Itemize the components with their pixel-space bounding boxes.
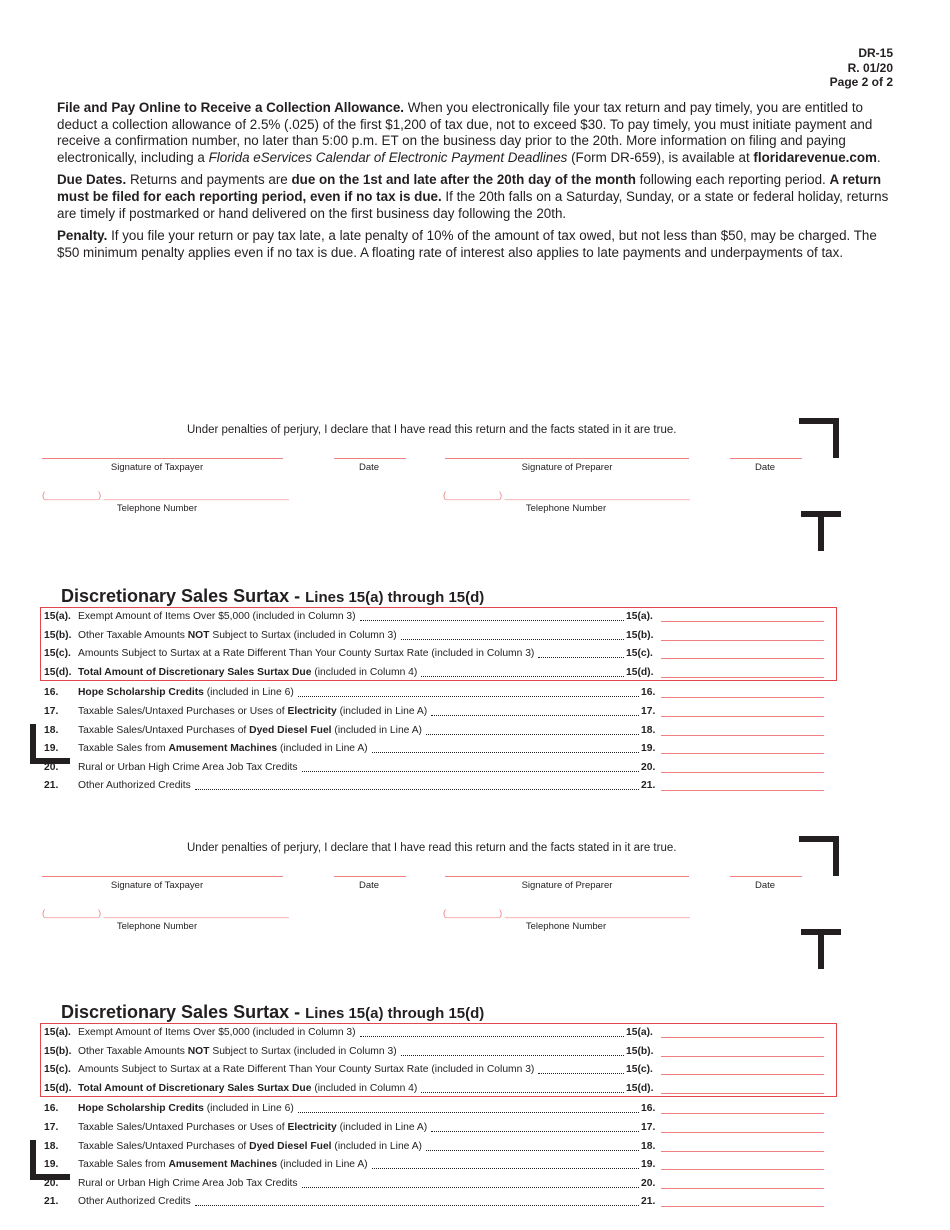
line-reference: 20. xyxy=(641,761,656,773)
line-number: 15(b). xyxy=(44,1045,72,1057)
amount-field[interactable] xyxy=(661,1037,824,1038)
line-reference: 16. xyxy=(641,687,656,699)
due-dates-paragraph: Due Dates. Returns and payments are due on the 1st and late after the 20th day of the month following each reporting period. A return must be filed for each reporting period, even if no tax is due. If the 20th falls on a Saturday, Sunday, or a state or federal holiday, returns are timely if postmarked or hand delivered on the first business day following the 20th. xyxy=(57,172,889,221)
preparer-date-label: Date xyxy=(754,462,776,473)
signature-section-1 xyxy=(0,424,950,574)
registration-mark-corner xyxy=(799,418,839,458)
registration-mark-corner xyxy=(799,836,839,876)
line-number: 15(a). xyxy=(44,1027,71,1038)
taxpayer-date-label: Date xyxy=(358,462,380,473)
line-reference: 19. xyxy=(641,1159,656,1171)
line-15d xyxy=(44,665,824,681)
line-reference: 17. xyxy=(641,1122,656,1133)
collection-allowance-paragraph: File and Pay Online to Receive a Collection Allowance. When you electronically file your tax return and pay timely, you are entitled to deduct a collection allowance of 2.5% (.025) of the first $1,200 of tax due, not to exceed $30. To pay timely, you must initiate payment and receive a confirmation number, no later than 5:00 p.m. ET on the business day prior to the 20th. More information on filing and paying electronically, including a Florida eServices Calendar of Electronic Payment Deadlines (Form DR-659), is available at floridarevenue.com. xyxy=(57,100,881,165)
line-15c xyxy=(44,646,824,662)
line-reference: 15(b). xyxy=(626,629,654,641)
dot-leader xyxy=(302,1187,639,1188)
dot-leader xyxy=(538,657,624,658)
line-description: Amounts Subject to Surtax at a Rate Different Than Your County Surtax Rate (included in Column 3) xyxy=(78,648,535,660)
line-reference: 21. xyxy=(641,780,656,792)
line-number: 16. xyxy=(44,687,59,699)
line-description: Rural or Urban High Crime Area Job Tax Credits xyxy=(78,761,298,773)
amount-field[interactable] xyxy=(661,1132,824,1133)
line-reference: 15(a). xyxy=(626,611,653,622)
taxpayer-signature-label: Signature of Taxpayer xyxy=(110,462,204,473)
registration-mark-l xyxy=(30,724,70,764)
dot-leader xyxy=(298,1112,639,1113)
amount-field[interactable] xyxy=(661,1206,824,1207)
perjury-declaration: Under penalties of perjury, I declare that I have read this return and the facts stated in it are true. xyxy=(187,842,677,854)
line-15a xyxy=(44,1025,824,1041)
line-20 xyxy=(44,1176,824,1192)
dot-leader xyxy=(195,789,639,790)
amount-field[interactable] xyxy=(661,716,824,717)
line-17 xyxy=(44,1120,824,1136)
amount-field[interactable] xyxy=(661,1169,824,1170)
line-reference: 15(c). xyxy=(626,1064,653,1076)
instructions xyxy=(57,100,897,267)
line-description: Other Authorized Credits xyxy=(78,780,191,792)
amount-field[interactable] xyxy=(661,658,824,659)
line-description: Taxable Sales/Untaxed Purchases or Uses of Electricity (included in Line A) xyxy=(78,1122,428,1133)
line-reference: 15(d). xyxy=(626,1082,654,1094)
line-description: Other Authorized Credits xyxy=(78,1196,191,1208)
form-number: DR-15 xyxy=(858,46,893,60)
page-indicator: Page 2 of 2 xyxy=(829,75,893,89)
line-17 xyxy=(44,704,824,720)
penalty-paragraph: Penalty. If you file your return or pay tax late, a late penalty of 10% of the amount of tax owed, but not less than $50, may be charged. The $50 minimum penalty applies even if no tax is due. A floating rate of interest also applies to late payments and underpayments of tax. xyxy=(57,228,877,260)
line-15b xyxy=(44,1044,824,1060)
line-number: 17. xyxy=(44,706,59,717)
line-21 xyxy=(44,778,824,794)
preparer-telephone-label: Telephone Number xyxy=(525,503,607,514)
taxpayer-date-label: Date xyxy=(358,880,380,891)
line-description: Taxable Sales/Untaxed Purchases or Uses of Electricity (included in Line A) xyxy=(78,706,428,717)
line-reference: 19. xyxy=(641,743,656,755)
form-revision: R. 01/20 xyxy=(847,60,893,75)
line-description: Taxable Sales from Amusement Machines (included in Line A) xyxy=(78,1159,368,1171)
taxpayer-telephone-field[interactable]: (__________) ___________________________________ xyxy=(42,908,289,919)
line-description: Exempt Amount of Items Over $5,000 (included in Column 3) xyxy=(78,1027,356,1038)
dot-leader xyxy=(360,1036,624,1037)
line-16 xyxy=(44,685,824,701)
taxpayer-signature-field[interactable] xyxy=(42,876,283,877)
dot-leader xyxy=(538,1073,624,1074)
taxpayer-signature-field[interactable] xyxy=(42,458,283,459)
perjury-declaration: Under penalties of perjury, I declare that I have read this return and the facts stated in it are true. xyxy=(187,424,677,436)
dot-leader xyxy=(298,696,639,697)
line-reference: 20. xyxy=(641,1177,656,1189)
line-20 xyxy=(44,760,824,776)
dot-leader xyxy=(372,1168,639,1169)
amount-field[interactable] xyxy=(661,1074,824,1075)
preparer-telephone-field[interactable]: (__________) ___________________________________ xyxy=(443,908,690,919)
line-number: 15(a). xyxy=(44,611,71,622)
registration-mark-l xyxy=(30,1140,70,1180)
surtax-section-title: Discretionary Sales Surtax - Lines 15(a) through 15(d) xyxy=(61,1002,485,1022)
dot-leader xyxy=(302,771,639,772)
line-number: 15(d). xyxy=(44,1082,72,1094)
taxpayer-telephone-field[interactable]: (__________) ___________________________________ xyxy=(42,490,289,501)
line-19 xyxy=(44,741,824,757)
preparer-signature-field[interactable] xyxy=(445,458,689,459)
line-15a xyxy=(44,609,824,625)
line-description: Hope Scholarship Credits (included in Line 6) xyxy=(78,1103,294,1115)
line-21 xyxy=(44,1194,824,1210)
line-number: 20. xyxy=(44,761,59,773)
line-description: Rural or Urban High Crime Area Job Tax Credits xyxy=(78,1177,298,1189)
dot-leader xyxy=(426,1150,639,1151)
line-reference: 21. xyxy=(641,1196,656,1208)
taxpayer-date-field[interactable] xyxy=(334,876,406,877)
surtax-section-2 xyxy=(0,1002,950,1208)
line-15c xyxy=(44,1062,824,1078)
amount-field[interactable] xyxy=(661,1056,824,1057)
line-number: 15(d). xyxy=(44,666,72,678)
dot-leader xyxy=(431,715,639,716)
amount-field[interactable] xyxy=(661,790,824,791)
amount-field[interactable] xyxy=(661,1093,824,1094)
taxpayer-telephone-label: Telephone Number xyxy=(116,503,198,514)
preparer-signature-label: Signature of Preparer xyxy=(521,880,613,891)
line-number: 17. xyxy=(44,1122,59,1133)
line-number: 20. xyxy=(44,1177,59,1189)
dot-leader xyxy=(401,639,624,640)
taxpayer-telephone-label: Telephone Number xyxy=(116,921,198,932)
amount-field[interactable] xyxy=(661,640,824,641)
dot-leader xyxy=(401,1055,624,1056)
line-description: Hope Scholarship Credits (included in Line 6) xyxy=(78,687,294,699)
preparer-telephone-field[interactable]: (__________) ___________________________________ xyxy=(443,490,690,501)
line-reference: 18. xyxy=(641,1140,656,1152)
line-18 xyxy=(44,1139,824,1155)
amount-field[interactable] xyxy=(661,1113,824,1114)
dot-leader xyxy=(372,752,639,753)
line-number: 15(b). xyxy=(44,629,72,641)
line-number: 15(c). xyxy=(44,648,71,660)
registration-mark-t xyxy=(801,929,841,969)
line-15d xyxy=(44,1081,824,1097)
dot-leader xyxy=(360,620,624,621)
dot-leader xyxy=(195,1205,639,1206)
amount-field[interactable] xyxy=(661,677,824,678)
amount-field[interactable] xyxy=(661,697,824,698)
preparer-date-field[interactable] xyxy=(730,458,802,459)
surtax-section-title: Discretionary Sales Surtax - Lines 15(a) through 15(d) xyxy=(61,586,485,606)
amount-field[interactable] xyxy=(661,1188,824,1189)
line-reference: 15(c). xyxy=(626,648,653,660)
preparer-signature-field[interactable] xyxy=(445,876,689,877)
preparer-signature-label: Signature of Preparer xyxy=(521,462,613,473)
registration-mark-t xyxy=(801,511,841,551)
amount-field[interactable] xyxy=(661,753,824,754)
amount-field[interactable] xyxy=(661,1151,824,1152)
line-reference: 15(a). xyxy=(626,1027,653,1038)
line-16 xyxy=(44,1101,824,1117)
line-19 xyxy=(44,1157,824,1173)
line-description: Other Taxable Amounts NOT Subject to Surtax (included in Column 3) xyxy=(78,1045,397,1057)
line-description: Taxable Sales/Untaxed Purchases of Dyed Diesel Fuel (included in Line A) xyxy=(78,724,422,736)
line-reference: 16. xyxy=(641,1103,656,1115)
preparer-telephone-label: Telephone Number xyxy=(525,921,607,932)
line-description: Total Amount of Discretionary Sales Surtax Due (included in Column 4) xyxy=(78,1082,418,1094)
line-reference: 15(b). xyxy=(626,1045,654,1057)
line-number: 19. xyxy=(44,743,59,755)
form-header xyxy=(830,46,893,90)
amount-field[interactable] xyxy=(661,621,824,622)
line-number: 16. xyxy=(44,1103,59,1115)
line-description: Exempt Amount of Items Over $5,000 (included in Column 3) xyxy=(78,611,356,622)
amount-field[interactable] xyxy=(661,735,824,736)
line-18 xyxy=(44,723,824,739)
line-number: 15(c). xyxy=(44,1064,71,1076)
dot-leader xyxy=(426,734,639,735)
line-description: Other Taxable Amounts NOT Subject to Surtax (included in Column 3) xyxy=(78,629,397,641)
line-reference: 15(d). xyxy=(626,666,654,678)
dot-leader xyxy=(421,1092,624,1093)
line-description: Amounts Subject to Surtax at a Rate Different Than Your County Surtax Rate (included in Column 3) xyxy=(78,1064,535,1076)
line-number: 21. xyxy=(44,1196,59,1208)
preparer-date-label: Date xyxy=(754,880,776,891)
line-reference: 17. xyxy=(641,706,656,717)
taxpayer-date-field[interactable] xyxy=(334,458,406,459)
amount-field[interactable] xyxy=(661,772,824,773)
preparer-date-field[interactable] xyxy=(730,876,802,877)
line-description: Total Amount of Discretionary Sales Surtax Due (included in Column 4) xyxy=(78,666,418,678)
line-description: Taxable Sales from Amusement Machines (included in Line A) xyxy=(78,743,368,755)
line-number: 18. xyxy=(44,724,59,736)
line-number: 18. xyxy=(44,1140,59,1152)
line-number: 19. xyxy=(44,1159,59,1171)
line-15b xyxy=(44,628,824,644)
line-number: 21. xyxy=(44,780,59,792)
signature-section-2 xyxy=(0,842,950,992)
website-link[interactable]: floridarevenue.com xyxy=(753,149,877,165)
line-reference: 18. xyxy=(641,724,656,736)
dot-leader xyxy=(431,1131,639,1132)
surtax-section-1 xyxy=(0,586,950,792)
taxpayer-signature-label: Signature of Taxpayer xyxy=(110,880,204,891)
dot-leader xyxy=(421,676,624,677)
line-description: Taxable Sales/Untaxed Purchases of Dyed Diesel Fuel (included in Line A) xyxy=(78,1140,422,1152)
